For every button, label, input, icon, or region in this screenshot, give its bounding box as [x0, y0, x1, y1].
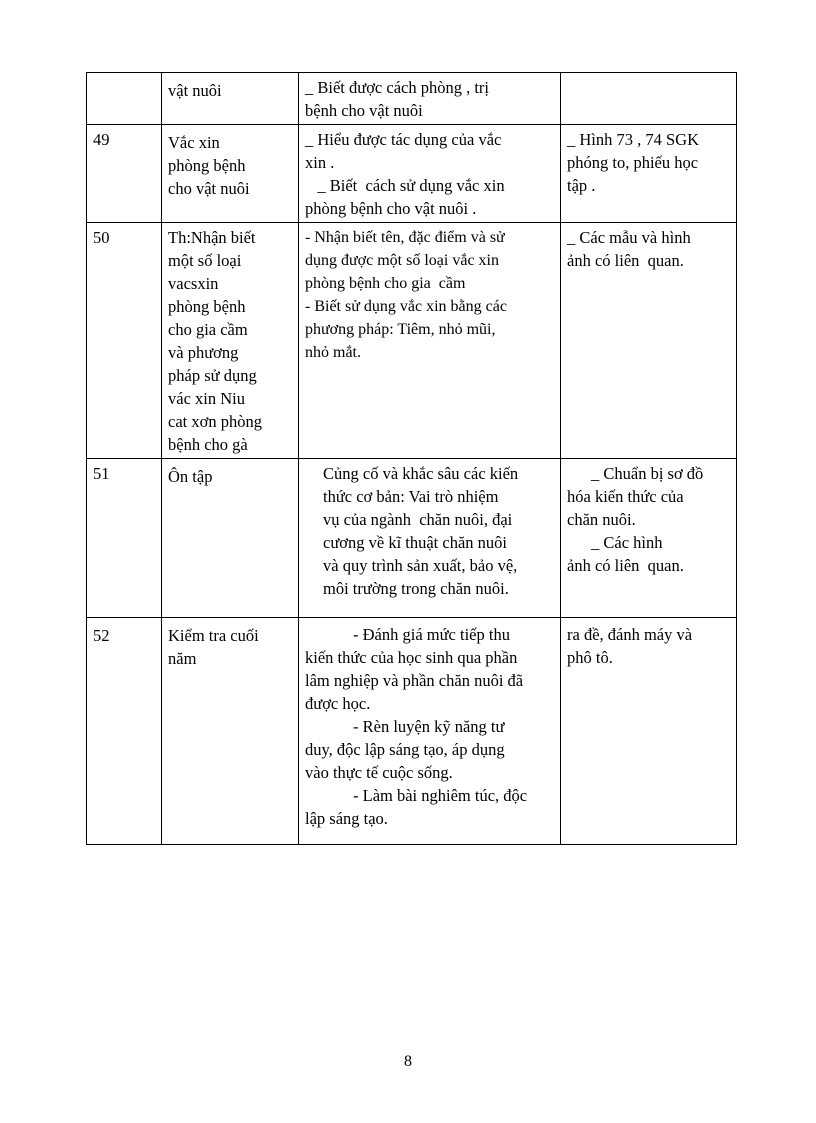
lesson-objectives: Củng cố và khắc sâu các kiến thức cơ bản: Vai trò nhiệm vụ của ngành chăn nuôi, đại cương về kĩ thuật chăn nuôi và quy trình sản xuất, bảo vệ, môi trường trong chăn nuôi.: [299, 459, 561, 618]
lesson-objectives: _ Hiểu được tác dụng của vắc xin . _ Biết cách sử dụng vắc xin phòng bệnh cho vật nuôi .: [299, 125, 561, 223]
table-row: [87, 618, 737, 845]
lesson-number: 50: [87, 223, 162, 459]
lesson-preparation: ra đề, đánh máy và phô tô.: [561, 618, 737, 845]
lesson-title: Ôn tập: [162, 459, 299, 618]
lesson-preparation: _ Chuẩn bị sơ đồ hóa kiến thức của chăn nuôi. _ Các hình ảnh có liên quan.: [561, 459, 737, 618]
lesson-number: 51: [87, 459, 162, 618]
table-row: [87, 125, 737, 223]
table-row: [87, 73, 737, 125]
lesson-preparation: [561, 73, 737, 125]
lesson-objectives: - Đánh giá mức tiếp thu kiến thức của học sinh qua phần lâm nghiệp và phần chăn nuôi đã được học. - Rèn luyện kỹ năng tư duy, độc lập sáng tạo, áp dụng vào thực tế cuộc sống. - Làm bài nghiêm túc, độc lập sáng tạo.: [299, 618, 561, 845]
table-row: [87, 223, 737, 459]
lesson-preparation: _ Hình 73 , 74 SGK phóng to, phiếu học tập .: [561, 125, 737, 223]
lesson-number: [87, 73, 162, 125]
table-row: [87, 459, 737, 618]
lesson-title: Th:Nhận biết một số loại vacsxin phòng bệnh cho gia cầm và phương pháp sử dụng vác xin Niu cat xơn phòng bệnh cho gà: [162, 223, 299, 459]
lesson-number: 52: [87, 618, 162, 845]
lesson-title: Kiểm tra cuối năm: [162, 618, 299, 845]
page-number: 8: [404, 1053, 412, 1070]
lesson-title: vật nuôi: [162, 73, 299, 125]
lesson-number: 49: [87, 125, 162, 223]
lesson-objectives: _ Biết được cách phòng , trị bệnh cho vật nuôi: [299, 73, 561, 125]
lesson-objectives: - Nhận biết tên, đặc điểm và sử dụng được một số loại vắc xin phòng bệnh cho gia cầm - Biết sử dụng vắc xin bằng các phương pháp: Tiêm, nhỏ mũi, nhỏ mắt.: [299, 223, 561, 459]
lesson-title: Vắc xin phòng bệnh cho vật nuôi: [162, 125, 299, 223]
lesson-plan-table: [86, 72, 737, 845]
lesson-preparation: _ Các mẫu và hình ảnh có liên quan.: [561, 223, 737, 459]
